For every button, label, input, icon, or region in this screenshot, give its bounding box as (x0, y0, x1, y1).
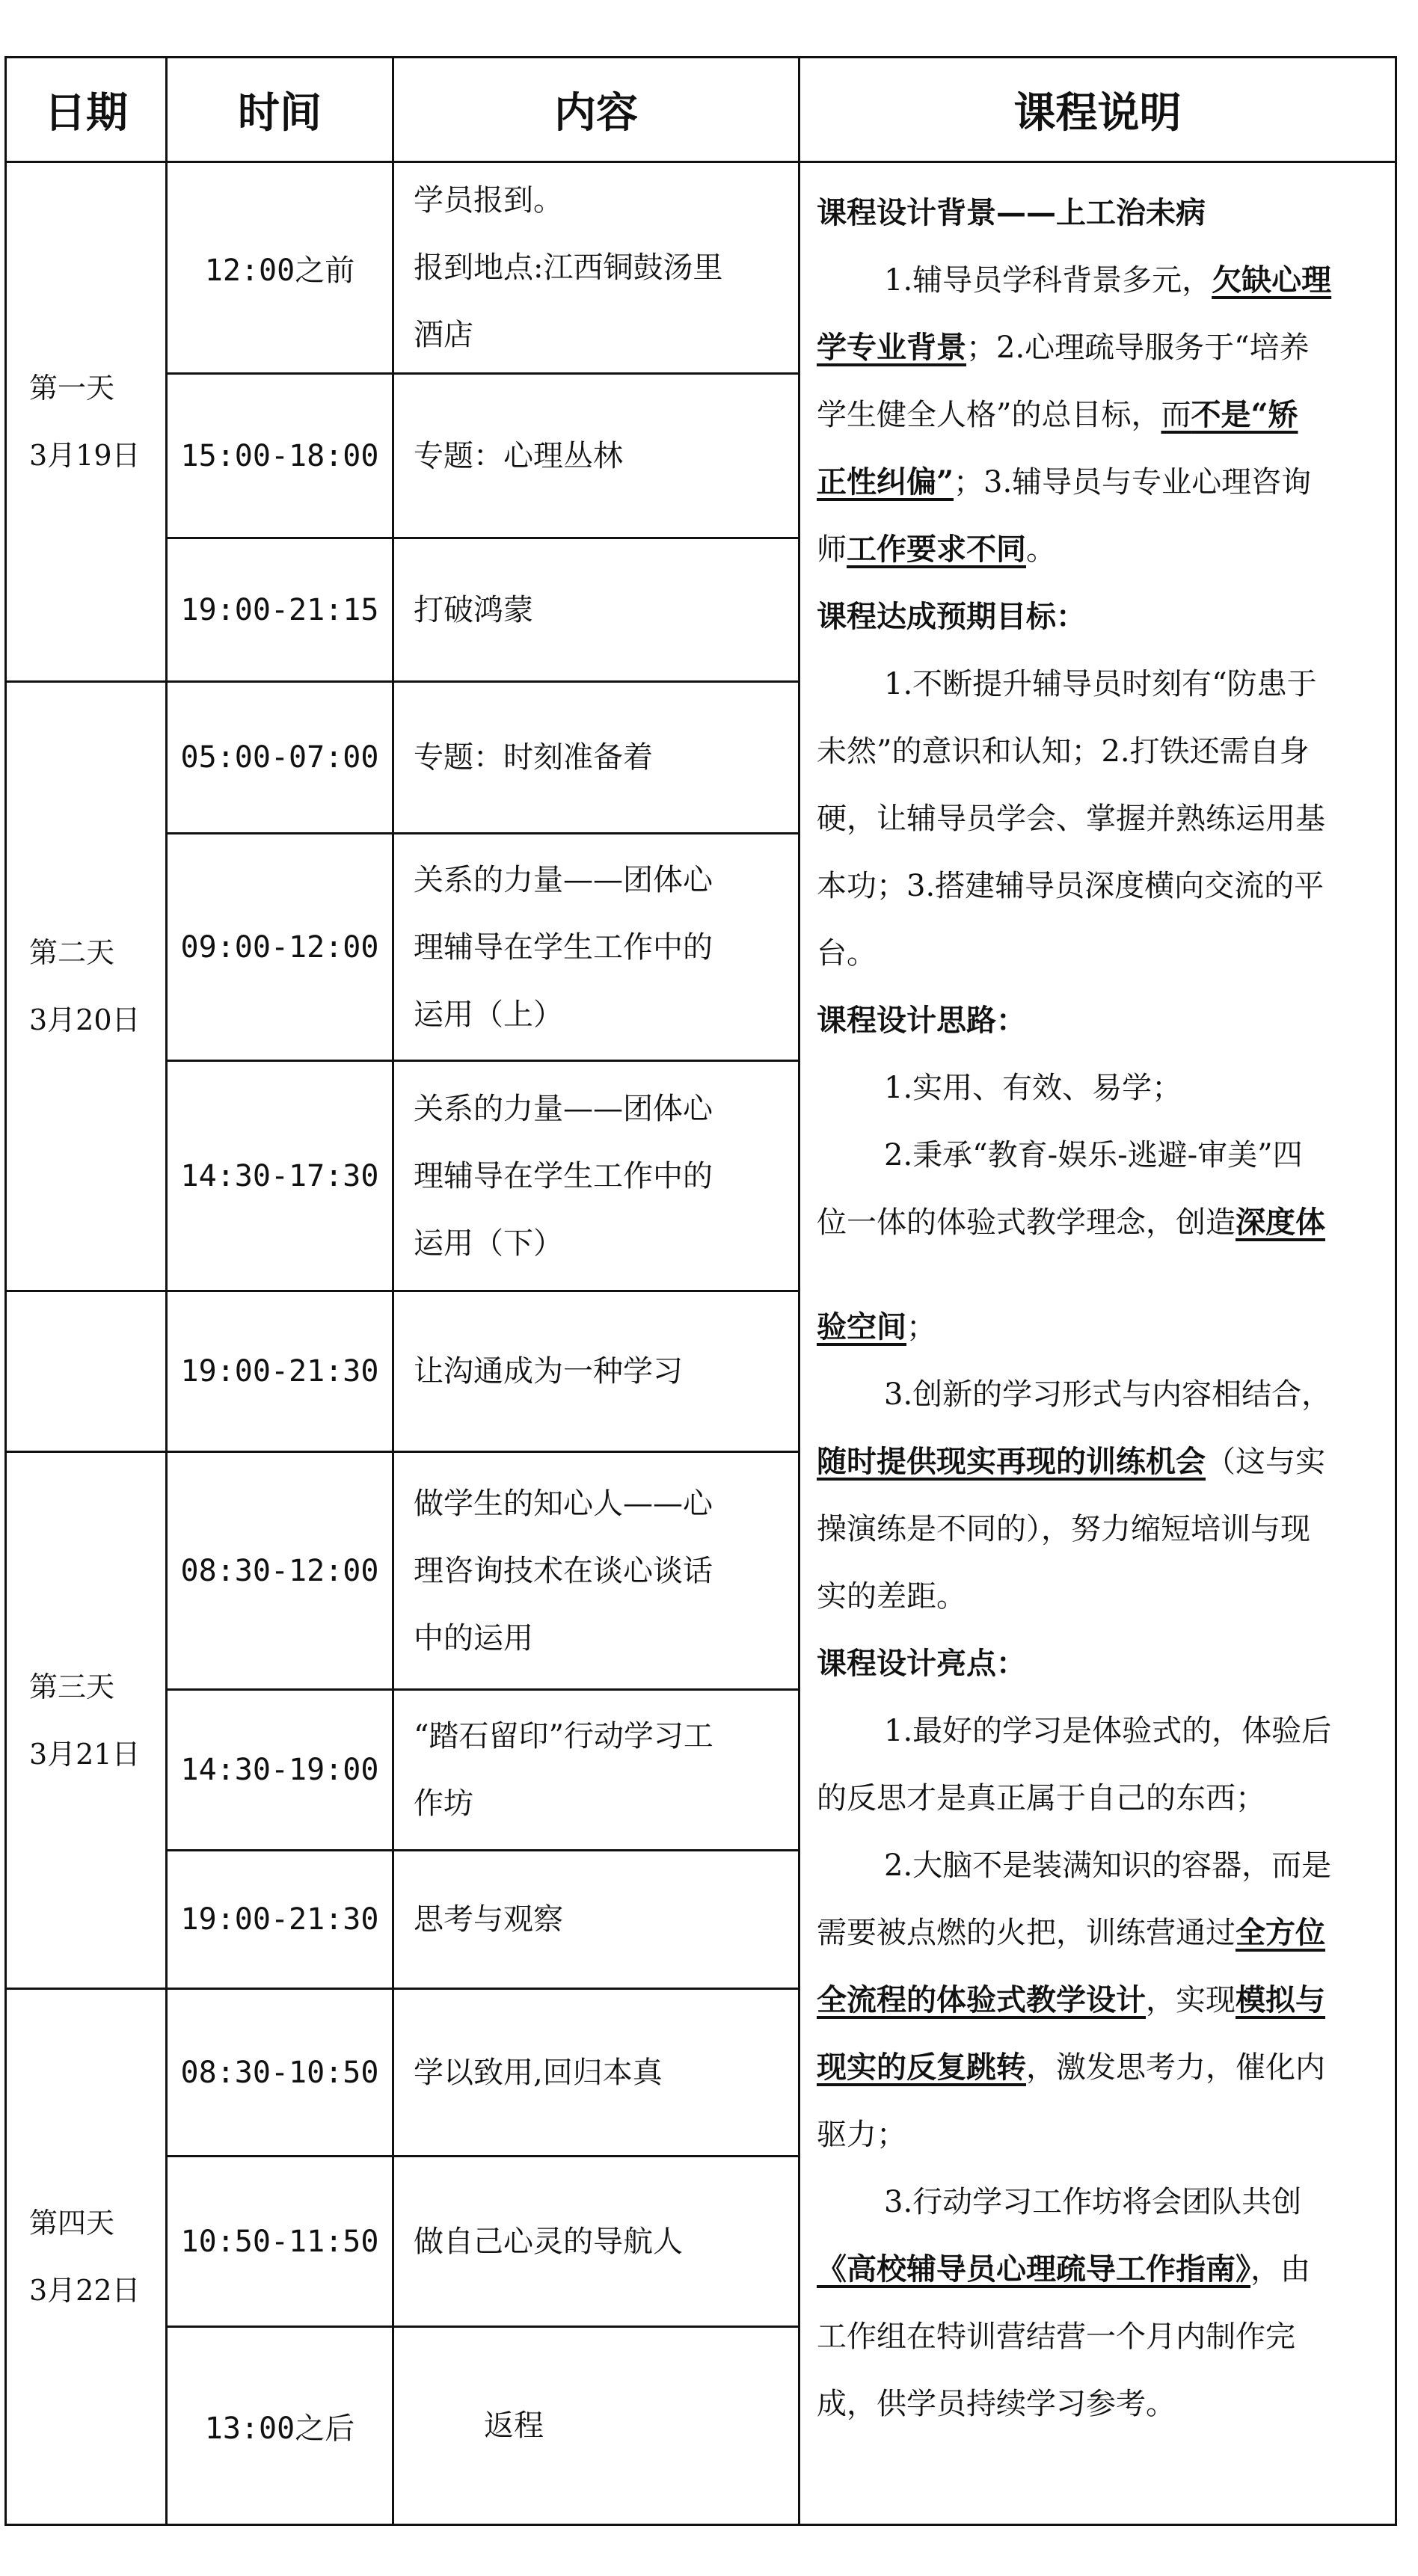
content-line: 理辅导在学生工作中的 (414, 1158, 713, 1193)
day-date: 3月20日 (29, 1003, 141, 1036)
notes-heading: 课程达成预期目标： (817, 599, 1086, 634)
notes-line: 《高校辅导员心理疏导工作指南》，由 (817, 2251, 1310, 2287)
session-time: 08:30-12:00 (180, 1553, 379, 1588)
session-time: 19:00-21:30 (180, 1354, 379, 1389)
schedule-table (4, 56, 1397, 2526)
content-line: 中的运用 (414, 1620, 533, 1656)
session-time: 12:00之前 (204, 253, 355, 288)
content-line: 返程 (484, 2409, 544, 2443)
session-content (394, 375, 798, 537)
notes-line: 驱力； (817, 2118, 906, 2152)
notes-line: 师工作要求不同。 (817, 532, 1056, 567)
content-line: 打破鸿蒙 (414, 592, 533, 627)
header-time: 时间 (238, 88, 322, 138)
session-time: 05:00-07:00 (180, 740, 379, 775)
content-line: 学员报到。 (414, 183, 563, 218)
content-line: 理辅导在学生工作中的 (414, 929, 713, 965)
day-date: 3月19日 (29, 439, 141, 472)
notes-heading: 课程设计思路： (817, 1003, 1026, 1038)
notes-line: 未然”的意识和认知；2.打铁还需自身 (817, 734, 1310, 769)
session-content (394, 163, 798, 372)
session-time: 19:00-21:30 (180, 1902, 379, 1937)
day-cell (7, 1990, 165, 2524)
day-name: 第四天 (29, 2207, 115, 2240)
content-line: 运用（上） (414, 997, 563, 1032)
content-line: 学以致用,回归本真 (414, 2055, 663, 2090)
session-content (394, 1062, 798, 1290)
notes-line: 3.行动学习工作坊将会团队共创 (884, 2185, 1302, 2219)
notes-line: 需要被点燃的火把，训练营通过全方位 (817, 1915, 1325, 1950)
notes-line: 位一体的体验式教学理念，创造深度体 (817, 1205, 1325, 1240)
content-line: 关系的力量——团体心 (414, 1091, 713, 1126)
session-time: 09:00-12:00 (180, 929, 379, 965)
notes-line: 2.秉承“教育-娱乐-逃避-审美”四 (884, 1138, 1303, 1172)
day-cell (7, 683, 165, 1290)
header-notes: 课程说明 (1013, 88, 1182, 138)
content-line: 做自己心灵的导航人 (414, 2224, 683, 2259)
content-line: 专题：心理丛林 (414, 438, 623, 473)
notes-heading: 课程设计亮点： (817, 1646, 1026, 1681)
session-time: 15:00-18:00 (180, 438, 379, 473)
session-content (394, 1990, 798, 2155)
session-content (394, 539, 798, 680)
notes-line: 1.最好的学习是体验式的，体验后 (884, 1714, 1332, 1748)
session-time: 14:30-19:00 (180, 1753, 379, 1787)
day-name: 第二天 (29, 936, 115, 969)
session-time: 14:30-17:30 (180, 1158, 379, 1193)
content-line: “踏石留印”行动学习工 (414, 1719, 713, 1753)
notes-line: 实的差距。 (817, 1579, 966, 1614)
notes-line: 2.大脑不是装满知识的容器，而是 (884, 1848, 1332, 1883)
session-content (394, 2328, 798, 2524)
content-line: 理咨询技术在谈心谈话 (414, 1553, 713, 1588)
session-content (394, 683, 798, 832)
notes-line: 1.不断提升辅导员时刻有“防患于 (884, 667, 1317, 701)
notes-line: 3.创新的学习形式与内容相结合， (884, 1377, 1332, 1412)
notes-line: 工作组在特训营结营一个月内制作完 (817, 2320, 1295, 2354)
notes-line: 随时提供现实再现的训练机会（这与实 (817, 1444, 1325, 1479)
day-name: 第三天 (29, 1670, 115, 1703)
session-content (394, 834, 798, 1060)
day-cell (7, 163, 165, 680)
content-line: 酒店 (414, 318, 473, 352)
session-time: 10:50-11:50 (180, 2224, 379, 2259)
session-content (394, 1851, 798, 1988)
content-line: 做学生的知心人——心 (414, 1486, 713, 1521)
notes-line: 1.实用、有效、易学； (884, 1071, 1182, 1105)
notes-line: 验空间； (817, 1309, 936, 1344)
session-content (394, 1691, 798, 1849)
session-time: 08:30-10:50 (180, 2055, 379, 2090)
content-line: 让沟通成为一种学习 (414, 1354, 683, 1389)
content-line: 作坊 (414, 1786, 473, 1821)
notes-line: 本功；3.搭建辅导员深度横向交流的平 (817, 869, 1325, 903)
notes-line: 台。 (817, 936, 877, 971)
notes-line: 正性纠偏”；3.辅导员与专业心理咨询 (817, 464, 1312, 499)
session-content (394, 2157, 798, 2326)
session-content (394, 1292, 798, 1451)
notes-line: 学生健全人格”的总目标，而不是“矫 (817, 397, 1298, 432)
notes-line: 的反思才是真正属于自己的东西； (817, 1781, 1265, 1816)
day-date: 3月22日 (29, 2274, 141, 2307)
notes-line: 成，供学员持续学习参考。 (817, 2387, 1176, 2421)
notes-line: 硬，让辅导员学会、掌握并熟练运用基 (817, 802, 1325, 836)
content-line: 报到地点:江西铜鼓汤里 (414, 250, 723, 285)
day-name: 第一天 (29, 372, 115, 405)
notes-heading: 课程设计背景——上工治未病 (817, 195, 1206, 230)
session-content (394, 1453, 798, 1688)
notes-line: 全流程的体验式教学设计，实现模拟与 (817, 1982, 1325, 2017)
notes-line: 学专业背景；2.心理疏导服务于“培养 (817, 330, 1310, 365)
content-line: 思考与观察 (414, 1902, 563, 1937)
notes-line: 1.辅导员学科背景多元，欠缺心理 (884, 262, 1332, 298)
notes-line: 操演练是不同的），努力缩短培训与现 (817, 1512, 1310, 1546)
content-line: 运用（下） (414, 1226, 563, 1261)
session-time: 19:00-21:15 (180, 592, 379, 627)
session-time: 13:00之后 (204, 2411, 355, 2446)
content-line: 关系的力量——团体心 (414, 862, 713, 897)
header-content: 内容 (554, 88, 638, 138)
day-cell (7, 1453, 165, 1988)
course-notes (802, 56, 1397, 2526)
notes-line: 现实的反复跳转，激发思考力，催化内 (817, 2050, 1325, 2085)
header-date: 日期 (44, 88, 128, 138)
day-date: 3月21日 (29, 1737, 141, 1771)
content-line: 专题：时刻准备着 (414, 740, 653, 775)
